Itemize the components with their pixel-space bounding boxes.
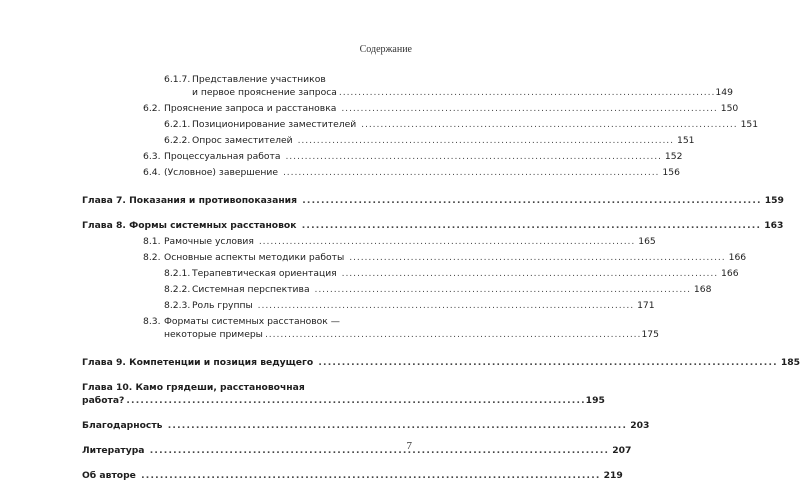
toc-leader-dots xyxy=(298,135,673,146)
toc-page-number: 150 xyxy=(720,103,739,114)
toc-chapter-title: Глава 8. Формы системных расстановок xyxy=(82,220,297,231)
toc-page-number: 171 xyxy=(637,300,655,311)
toc-leader-dots xyxy=(150,445,607,456)
toc-chapter-title: Благодарность xyxy=(82,420,163,431)
toc-page-number: 151 xyxy=(740,119,759,130)
toc-entry-8-2[interactable] xyxy=(82,251,747,264)
toc-leader-dots xyxy=(318,357,775,368)
toc-entry-title-line: некоторые примеры xyxy=(164,329,263,340)
toc-entry-title: Терапевтическая ориентация xyxy=(192,268,337,279)
toc-chapter-title-line: работа? xyxy=(82,395,125,406)
toc-entry-number: 6.2. xyxy=(143,103,161,114)
toc-leader-dots xyxy=(339,86,714,99)
toc-entry-8-3[interactable] xyxy=(82,315,659,341)
toc-chapter-10[interactable] xyxy=(82,381,605,407)
book-page xyxy=(82,0,800,500)
toc-about-author[interactable] xyxy=(82,469,623,482)
toc-entry-number: 8.2.3. xyxy=(164,300,191,311)
toc-entry-6-3[interactable] xyxy=(82,150,683,163)
toc-page-number: 207 xyxy=(612,445,632,456)
running-header: Содержание xyxy=(359,44,412,55)
toc-entry-title-line: Представление участников xyxy=(192,74,326,85)
toc-entry-title: Системная перспектива xyxy=(192,284,310,295)
toc-entry-title-line: Форматы системных расстановок — xyxy=(164,316,340,327)
toc-acknowledgements[interactable] xyxy=(82,419,650,432)
toc-page-number: 151 xyxy=(676,135,695,146)
toc-leader-dots xyxy=(126,394,583,407)
toc-chapter-title: Литература xyxy=(82,445,145,456)
toc-entry-number: 6.4. xyxy=(143,167,161,178)
toc-chapter-title-line: Глава 10. Камо грядеши, расстановочная xyxy=(82,382,305,393)
toc-entry-title: Прояснение запроса и расстановка xyxy=(164,103,337,114)
toc-entry-6-2[interactable] xyxy=(82,102,739,115)
toc-page-number: 156 xyxy=(662,167,680,178)
toc-leader-dots xyxy=(302,220,759,231)
toc-entry-8-2-2[interactable] xyxy=(82,283,712,296)
toc-entry-number: 6.3. xyxy=(143,151,161,162)
toc-entry-number: 8.2.2. xyxy=(164,284,191,295)
toc-entry-title: Позиционирование заместителей xyxy=(192,119,357,130)
toc-leader-dots xyxy=(342,268,717,279)
toc-page-number: 159 xyxy=(764,195,784,206)
toc-references[interactable] xyxy=(82,444,632,457)
toc-page-number: 165 xyxy=(638,236,656,247)
toc-leader-dots xyxy=(349,252,724,263)
table-of-contents xyxy=(82,73,800,482)
toc-entry-title: (Условное) завершение xyxy=(164,167,279,178)
toc-page-number: 168 xyxy=(693,284,712,295)
toc-page-number: 166 xyxy=(728,252,747,263)
toc-chapter-title: Глава 9. Компетенции и позиция ведущего xyxy=(82,357,314,368)
toc-entry-number: 8.2.1. xyxy=(164,268,191,279)
toc-entry-title: Роль группы xyxy=(192,300,253,311)
toc-entry-6-4[interactable] xyxy=(82,166,680,179)
page-number: 7 xyxy=(406,440,412,452)
toc-leader-dots xyxy=(258,300,633,311)
toc-chapter-title: Глава 7. Показания и противопоказания xyxy=(82,195,298,206)
toc-leader-dots xyxy=(265,328,640,341)
toc-page-number: 166 xyxy=(721,268,739,279)
toc-entry-number: 8.2. xyxy=(143,252,161,263)
toc-entry-title: Рамочные условия xyxy=(164,236,254,247)
toc-leader-dots xyxy=(285,151,660,162)
toc-leader-dots xyxy=(168,420,625,431)
toc-entry-6-2-1[interactable] xyxy=(82,118,759,131)
toc-leader-dots xyxy=(141,470,598,481)
toc-page-number: 152 xyxy=(664,151,683,162)
toc-chapter-9[interactable] xyxy=(82,356,800,369)
toc-leader-dots xyxy=(315,284,690,295)
toc-entry-number: 6.1.7. xyxy=(164,74,191,85)
toc-entry-number: 6.2.2. xyxy=(164,135,191,146)
toc-leader-dots xyxy=(259,236,634,247)
toc-entry-6-1-7[interactable] xyxy=(82,73,733,99)
toc-entry-6-2-2[interactable] xyxy=(82,134,695,147)
toc-entry-8-1[interactable] xyxy=(82,235,656,248)
toc-entry-8-2-1[interactable] xyxy=(82,267,739,280)
toc-leader-dots xyxy=(341,103,716,114)
toc-entry-title: Процессуальная работа xyxy=(164,151,281,162)
toc-entry-number: 6.2.1. xyxy=(164,119,191,130)
toc-entry-8-2-3[interactable] xyxy=(82,299,655,312)
toc-chapter-title: Об авторе xyxy=(82,470,136,481)
toc-leader-dots xyxy=(302,195,759,206)
toc-entry-title-line: и первое прояснение запроса xyxy=(192,87,337,98)
toc-page-number: 195 xyxy=(585,395,605,406)
toc-entry-number: 8.1. xyxy=(143,236,161,247)
toc-entry-title: Опрос заместителей xyxy=(192,135,293,146)
toc-page-number: 175 xyxy=(641,329,659,340)
toc-chapter-7[interactable] xyxy=(82,194,784,207)
toc-leader-dots xyxy=(283,167,658,178)
toc-page-number: 219 xyxy=(603,470,623,481)
toc-page-number: 149 xyxy=(715,87,733,98)
toc-page-number: 185 xyxy=(780,357,800,368)
toc-entry-title: Основные аспекты методики работы xyxy=(164,252,345,263)
toc-page-number: 203 xyxy=(630,420,650,431)
toc-entry-number: 8.3. xyxy=(143,316,161,327)
toc-leader-dots xyxy=(361,119,736,130)
toc-chapter-8[interactable] xyxy=(82,219,784,232)
toc-page-number: 163 xyxy=(764,220,784,231)
